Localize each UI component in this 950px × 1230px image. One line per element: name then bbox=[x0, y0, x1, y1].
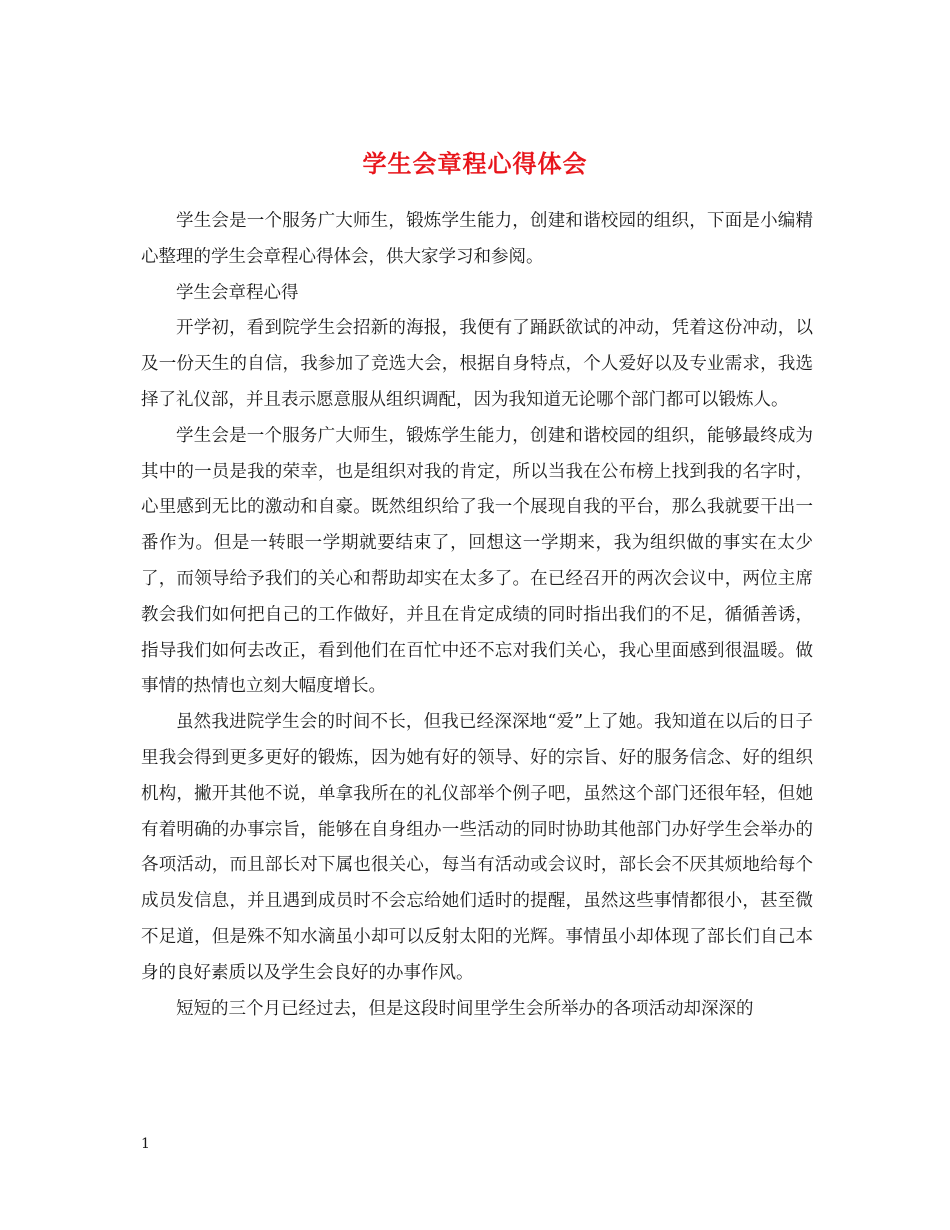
paragraph-2: 学生会是一个服务广大师生，锻炼学生能力，创建和谐校园的组织，能够最终成为其中的一员是我的荣幸，也是组织对我的肯定，所以当我在公布榜上找到我的名字时，心里感到无比的激动和自豪。既然组织给了我一个展现自我的平台，那么我就要干出一番作为。但是一转眼一学期就要结束了，回想这一学期来，我为组织做的事实在太少了，而领导给予我们的关心和帮助却实在太多了。在已经召开的两次会议中，两位主席教会我们如何把自己的工作做好，并且在肯定成绩的同时指出我们的不足，循循善诱，指导我们如何去改正，看到他们在百忙中还不忘对我们关心，我心里面感到很温暖。做事情的热情也立刻大幅度增长。 bbox=[141, 425, 813, 697]
page-number: 1 bbox=[141, 1136, 150, 1152]
paragraph-3: 虽然我进院学生会的时间不长，但我已经深深地“爱”上了她。我知道在以后的日子里我会得到更多更好的锻炼，因为她有好的领导、好的宗旨、好的服务信念、好的组织机构，撇开其他不说，单拿我所在的礼仪部举个例子吧，虽然这个部门还很年轻，但她有着明确的办事宗旨，能够在自身组办一些活动的同时协助其他部门办好学生会举办的各项活动，而且部长对下属也很关心，每当有活动或会议时，部长会不厌其烦地给每个成员发信息，并且遇到成员时不会忘给她们适时的提醒，虽然这些事情都很小，甚至微不足道，但是殊不知水滴虽小却可以反射太阳的光辉。事情虽小却体现了部长们自己本身的良好素质以及学生会良好的办事作风。 bbox=[141, 712, 813, 983]
document-title: 学生会章程心得体会 bbox=[362, 149, 588, 179]
paragraph-intro: 学生会是一个服务广大师生，锻炼学生能力，创建和谐校园的组织，下面是小编精心整理的学生会章程心得体会，供大家学习和参阅。 bbox=[141, 211, 813, 267]
document-body bbox=[141, 204, 813, 1027]
section-heading: 学生会章程心得 bbox=[176, 282, 299, 303]
paragraph-4: 短短的三个月已经过去，但是这段时间里学生会所举办的各项活动却深深的 bbox=[176, 998, 754, 1019]
paragraph-1: 开学初，看到院学生会招新的海报，我便有了踊跃欲试的冲动，凭着这份冲动，以及一份天生的自信，我参加了竞选大会，根据自身特点，个人爱好以及专业需求，我选择了礼仪部，并且表示愿意服从组织调配，因为我知道无论哪个部门都可以锻炼人。 bbox=[141, 318, 813, 410]
